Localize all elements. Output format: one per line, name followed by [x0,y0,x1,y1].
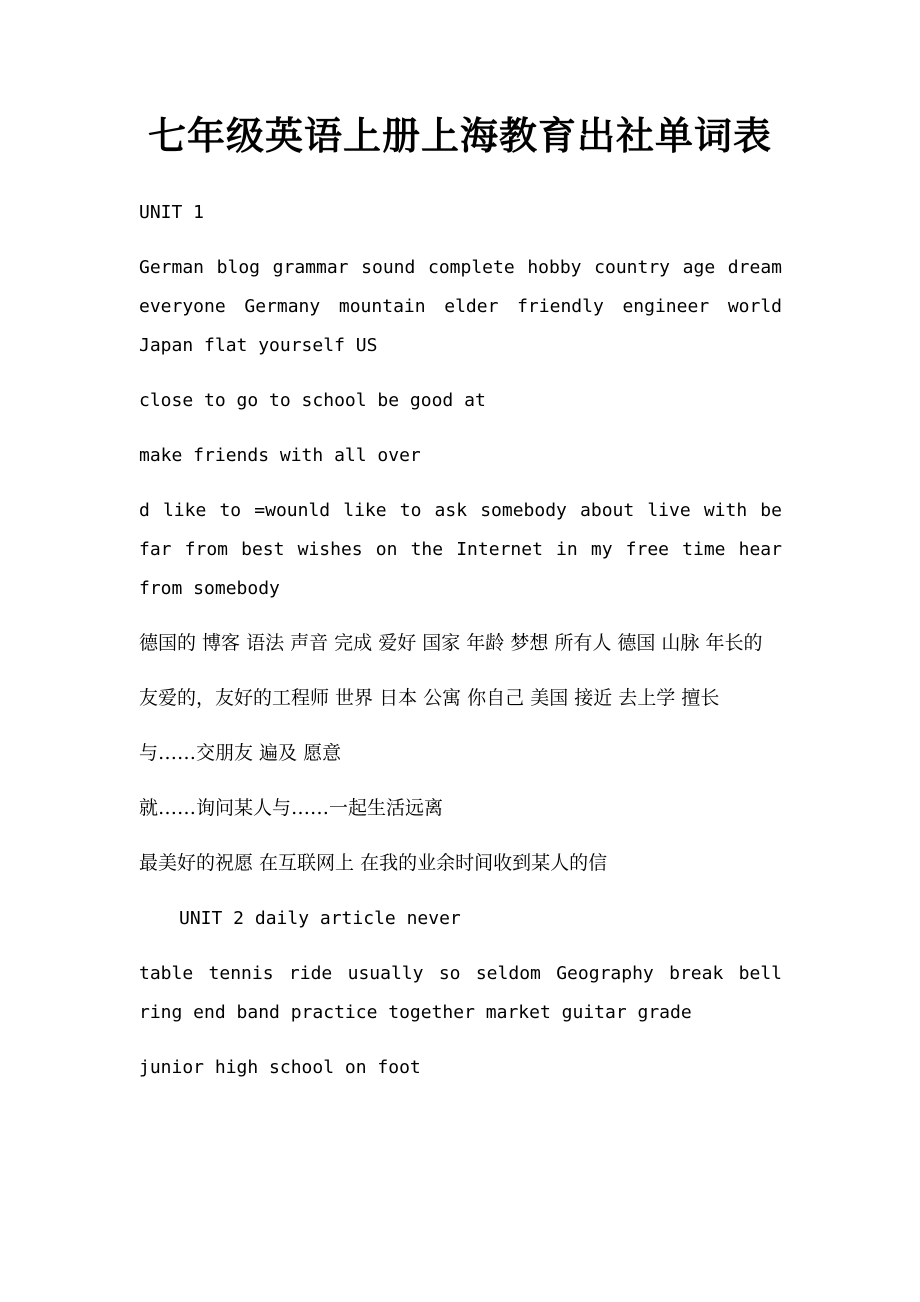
paragraph-unit1-cn-1: 德国的 博客 语法 声音 完成 爱好 国家 年龄 梦想 所有人 德国 山脉 年长的 [139,632,763,654]
paragraph-unit2-heading: UNIT 2 daily article never [179,908,461,929]
paragraph-unit1-phrases-2: make friends with all over [139,445,421,466]
paragraph-unit1-cn-4: 就……询问某人与……一起生活远离 [139,797,444,819]
paragraph-unit1-cn-5: 最美好的祝愿 在互联网上 在我的业余时间收到某人的信 [139,852,608,874]
paragraph-unit1-words: German blog grammar sound complete hobby country age dream everyone Germany mountain elder friendly engineer world Japan flat yourself US [139,257,782,356]
document-body [139,193,782,1103]
document-title: 七年级英语上册上海教育出社单词表 [147,113,772,158]
paragraph-unit1-cn-2: 友爱的，友好的工程师 世界 日本 公寓 你自己 美国 接近 去上学 擅长 [139,687,720,709]
paragraph-unit2-phrases: junior high school on foot [139,1057,421,1078]
paragraph-unit1-phrases-1: close to go to school be good at [139,390,486,411]
paragraph-unit1-phrases-3: d like to =wounld like to ask somebody about live with be far from best wishes on the Internet in my free time hear from somebody [139,500,782,599]
paragraph-unit2-words: table tennis ride usually so seldom Geography break bell ring end band practice together market guitar grade [139,963,782,1023]
paragraph-unit1-heading: UNIT 1 [139,202,205,223]
paragraph-unit1-cn-3: 与……交朋友 遍及 愿意 [139,742,342,764]
